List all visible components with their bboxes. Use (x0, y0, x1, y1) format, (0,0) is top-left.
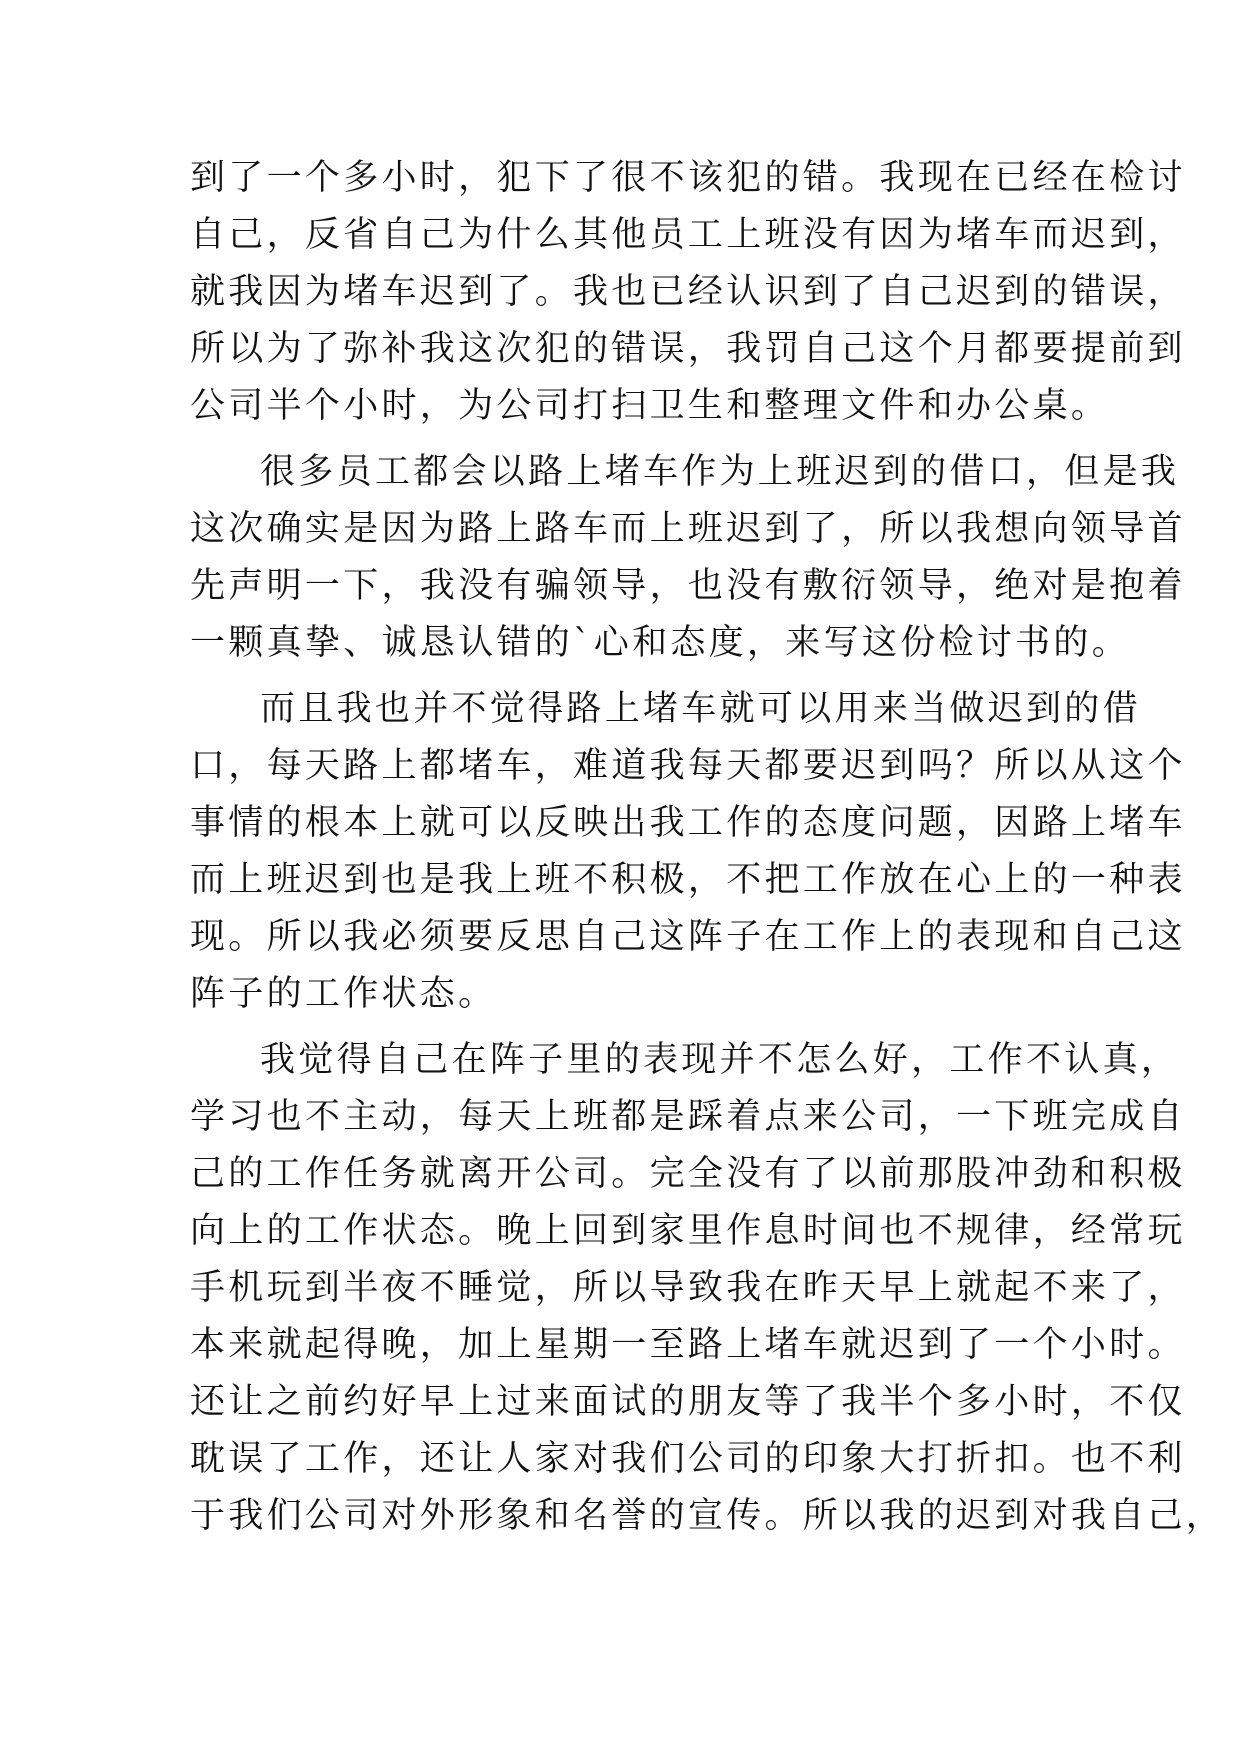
text-line: 自己，反省自己为什么其他员工上班没有因为堵车而迟到， (190, 215, 1186, 255)
text-line: 这次确实是因为路上路车而上班迟到了，所以我想向领导首 (190, 509, 1186, 549)
text-line: 就我因为堵车迟到了。我也已经认识到了自己迟到的错误， (190, 272, 1186, 312)
text-line: 手机玩到半夜不睡觉，所以导致我在昨天早上就起不来了， (190, 1268, 1186, 1308)
text-line: 公司半个小时，为公司打扫卫生和整理文件和办公桌。 (190, 386, 1110, 426)
paragraph-first-line: 而且我也并不觉得路上堵车就可以用来当做迟到的借 (260, 689, 1141, 729)
text-line: 向上的工作状态。晚上回到家里作息时间也不规律，经常玩 (190, 1211, 1186, 1251)
text-line: 而上班迟到也是我上班不积极，不把工作放在心上的一种表 (190, 860, 1186, 900)
text-line: 阵子的工作状态。 (190, 974, 497, 1014)
text-line: 一颗真挚、诚恳认错的`心和态度，来写这份检讨书的。 (190, 623, 1131, 663)
text-line: 学习也不主动，每天上班都是踩着点来公司，一下班完成自 (190, 1097, 1186, 1137)
text-line: 己的工作任务就离开公司。完全没有了以前那股冲劲和积极 (190, 1154, 1186, 1194)
text-line: 所以为了弥补我这次犯的错误，我罚自己这个月都要提前到 (190, 329, 1186, 369)
text-line: 到了一个多小时，犯下了很不该犯的错。我现在已经在检讨 (190, 158, 1186, 198)
text-line: 先声明一下，我没有骗领导，也没有敷衍领导，绝对是抱着 (190, 566, 1186, 606)
text-line: 现。所以我必须要反思自己这阵子在工作上的表现和自己这 (190, 917, 1186, 957)
text-line: 耽误了工作，还让人家对我们公司的印象大打折扣。也不利 (190, 1439, 1186, 1479)
paragraph-first-line: 很多员工都会以路上堵车作为上班迟到的借口，但是我 (260, 452, 1180, 492)
document-body (190, 150, 1225, 1545)
text-line: 于我们公司对外形象和名誉的宣传。所以我的迟到对我自己， (190, 1496, 1225, 1536)
text-line: 事情的根本上就可以反映出我工作的态度问题，因路上堵车 (190, 803, 1186, 843)
text-line: 还让之前约好早上过来面试的朋友等了我半个多小时，不仅 (190, 1382, 1186, 1422)
text-line: 口，每天路上都堵车，难道我每天都要迟到吗？所以从这个 (190, 746, 1186, 786)
paragraph-first-line: 我觉得自己在阵子里的表现并不怎么好，工作不认真， (260, 1040, 1180, 1080)
text-line: 本来就起得晚，加上星期一至路上堵车就迟到了一个小时。 (190, 1325, 1186, 1365)
